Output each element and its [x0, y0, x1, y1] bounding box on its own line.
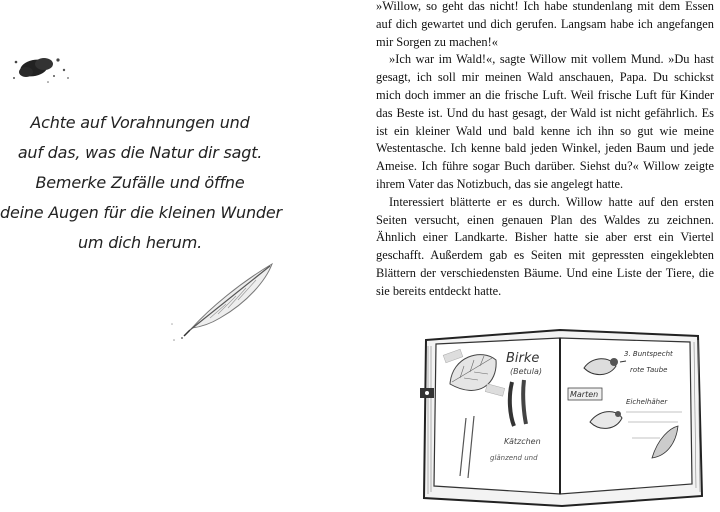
feather-quill-illustration [170, 258, 290, 348]
birch-label: Birke [506, 351, 540, 366]
catkins-label: Kätzchen [504, 437, 541, 446]
story-text [376, 0, 714, 301]
birch-latin-label: (Betula) [510, 367, 542, 376]
glossy-label: glänzend und [490, 454, 538, 462]
marten-label: Marten [570, 390, 599, 399]
paragraph: »Willow, so geht das nicht! Ich habe stundenlang mit dem Essen auf dich gewartet und dich gerufen. Langsam habe ich angefangen mir Sorgen zu machen!« [376, 0, 714, 49]
quote-line: Bemerke Zufälle und öffne [35, 173, 245, 192]
notebook-illustration [420, 326, 704, 508]
quote-line: Achte auf Vorahnungen und [30, 113, 250, 132]
paragraph: »Ich war im Wald!«, sagte Willow mit vollem Mund. »Du hast gesagt, ich soll mir meinen Wald anschauen, Papa. Du schickst mich doch immer an die frische Luft. Weil frische Luft für Kinder das Beste ist. Und du hast gesagt, der Wald ist nicht gefährlich. Es ist ein kleiner Wald und bald kenne ich ihn so gut wie meine Westentasche. Ich kenne bald jeden Winkel, jeden Baum und jede Ameise. Ich führe sogar Buch darüber. Siehst du?« Willow zeigte ihrem Vater das Notizbuch, das sie angelegt hatte. [376, 52, 714, 191]
paragraph: Interessiert blätterte er es durch. Willow hatte auf den ersten Seiten versucht, einen genauen Plan des Waldes zu zeichnen. Ähnlich einer Landkarte. Bisher hatte sie aber erst ein Viertel geschafft. Außerdem gab es Seiten mit gepressten eingeklebten Blättern der verschiedensten Bäume. Und eine Liste der Tiere, die sie bereits entdeckt hatte. [376, 194, 714, 298]
quote-line: deine Augen für die kleinen Wunder [0, 203, 282, 222]
woodpecker-label: 3. Buntspecht [624, 350, 673, 358]
handwritten-quote [0, 108, 280, 258]
jay-label: Eichelhäher [626, 398, 668, 406]
quote-line: auf das, was die Natur dir sagt. [17, 143, 263, 162]
dove-label: rote Taube [630, 366, 668, 374]
quote-line: um dich herum. [77, 233, 202, 252]
ink-blot-illustration [8, 48, 78, 88]
right-page [362, 0, 720, 512]
